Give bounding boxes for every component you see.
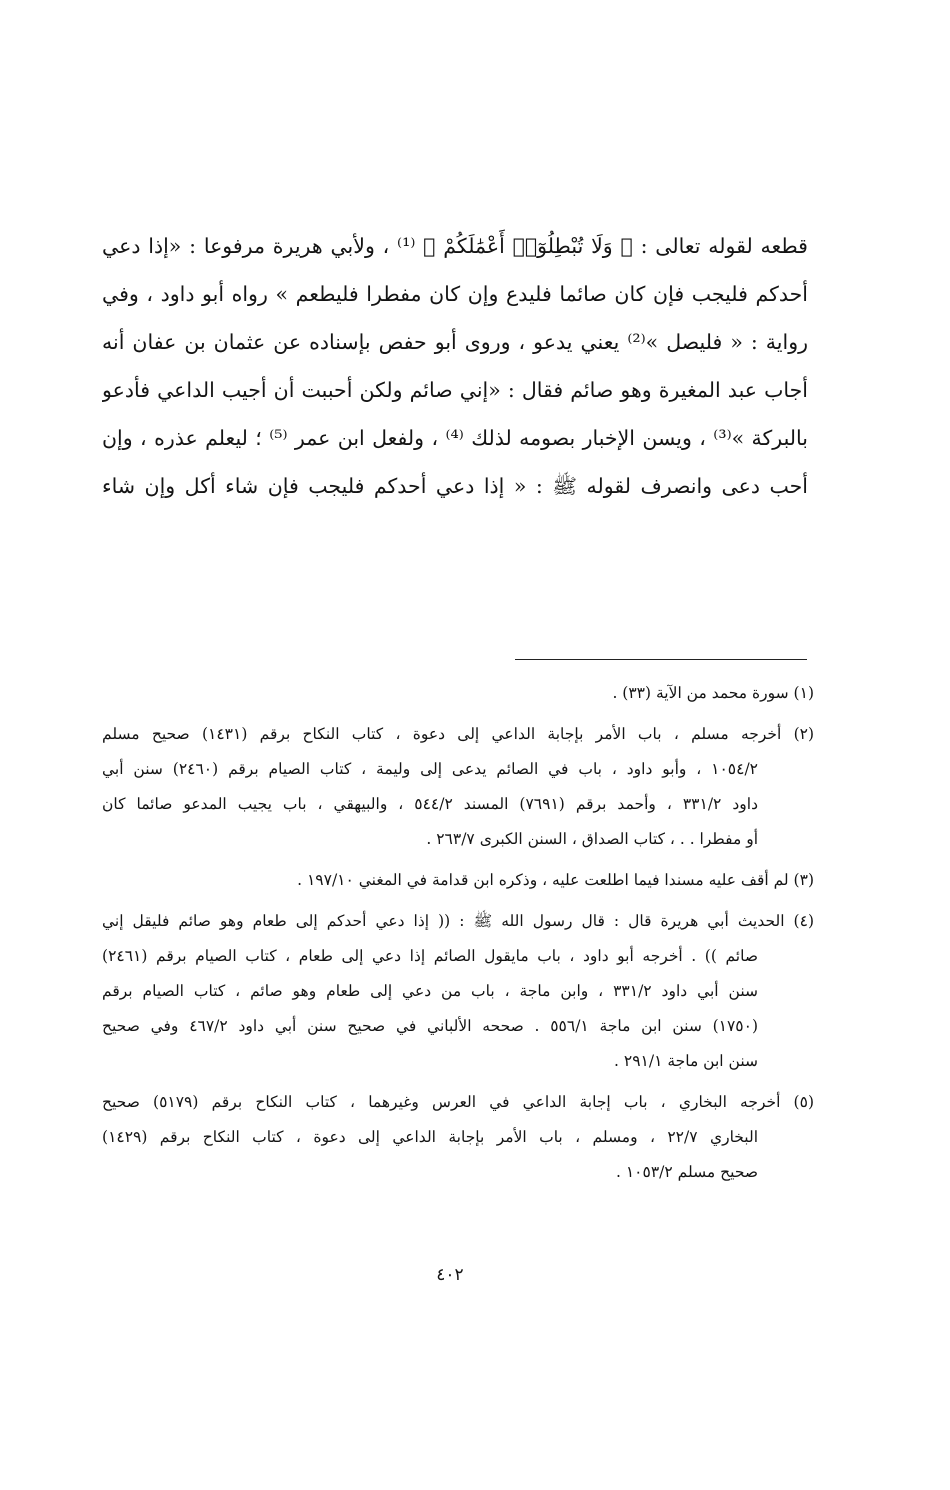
footnote-line: (١) سورة محمد من الآية (٣٣) . (612, 684, 814, 702)
page-number: ٤٠٢ (436, 1265, 464, 1285)
main-text-line: قطعه لقوله تعالى : ﴿ وَلَا تُبْطِلُوٓا۟ أَعْمَٰلَكُمْ ﴾ ⁽¹⁾ ، ولأبي هريرة مرفوعا : «إذا دعي (102, 234, 808, 258)
footnote-line: صحيح مسلم ١٠٥٣/٢ . (616, 1163, 758, 1181)
main-text-line: أحدكم فليجب فإن كان صائما فليدع وإن كان مفطرا فليطعم » رواه أبو داود ، وفي (102, 282, 808, 306)
footnotes (102, 676, 814, 1196)
footnote-1 (102, 676, 814, 711)
footnote-line: البخاري ٢٢/٧ ، ومسلم ، باب الأمر بإجابة الداعي إلى دعوة ، كتاب النكاح برقم (١٤٢٩) (102, 1128, 759, 1146)
footnote-line: (٣) لم أقف عليه مسندا فيما اطلعت عليه ، وذكره ابن قدامة في المغني ١٩٧/١٠ . (297, 871, 814, 889)
footnote-line: أو مفطرا . . ، كتاب الصداق ، السنن الكبرى ٢٦٣/٧ . (426, 830, 758, 848)
main-text-line: أجاب عبد المغيرة وهو صائم فقال : «إني صائم ولكن أحببت أن أجيب الداعي فأدعو (102, 378, 808, 402)
footnote-line: (٢) أخرجه مسلم ، باب الأمر بإجابة الداعي إلى دعوة ، كتاب النكاح برقم (١٤٣١) صحيح مسلم (102, 725, 814, 743)
footnote-line: (٥) أخرجه البخاري ، باب إجابة الداعي في العرس وغيرهما ، كتاب النكاح برقم (٥١٧٩) صحيح (102, 1093, 814, 1111)
footnote-3 (102, 863, 814, 898)
footnote-4 (102, 904, 814, 1079)
footnote-line: سنن أبي داود ٣٣١/٢ ، وابن ماجة ، باب من دعي إلى طعام وهو صائم ، كتاب الصيام برقم (102, 982, 758, 1000)
footnote-separator (515, 659, 807, 660)
footnote-5 (102, 1085, 814, 1190)
main-text-line: بالبركة »⁽³⁾ ، ويسن الإخبار بصومه لذلك ⁽⁴⁾ ، ولفعل ابن عمر ⁽⁵⁾ ؛ ليعلم عذره ، وإن (102, 426, 808, 450)
footnote-line: (٤) الحديث أبي هريرة قال : قال رسول الله ﷺ : (( إذا دعي أحدكم إلى طعام وهو صائم فليقل إني (102, 912, 814, 930)
footnote-line: داود ٣٣١/٢ ، وأحمد برقم (٧٦٩١) المسند ٥٤٤/٢ ، والبيهقي ، باب يجيب المدعو صائما كان (102, 795, 758, 813)
footnote-2 (102, 717, 814, 857)
main-text-line: رواية : « فليصل »⁽²⁾ يعني يدعو ، وروى أبو حفص بإسناده عن عثمان بن عفان أنه (102, 330, 808, 354)
footnote-line: (١٧٥٠) سنن ابن ماجة ٥٥٦/١ . صححه الألباني في صحيح سنن أبي داود ٤٦٧/٢ وفي صحيح (102, 1017, 758, 1035)
footnote-line: ١٠٥٤/٢ ، وأبو داود ، باب في الصائم يدعى إلى وليمة ، كتاب الصيام برقم (٢٤٦٠) سنن أبي (102, 760, 758, 778)
footnote-line: سنن ابن ماجة ٢٩١/١ . (614, 1052, 758, 1070)
main-text-line: أحب دعى وانصرف لقوله ﷺ : « إذا دعي أحدكم فليجب فإن شاء أكل وإن شاء (102, 474, 808, 498)
footnote-line: صائم )) . أخرجه أبو داود ، باب مايقول الصائم إذا دعي إلى طعام ، كتاب الصيام برقم (٢٤٦١) (102, 947, 758, 965)
main-text (102, 222, 808, 510)
